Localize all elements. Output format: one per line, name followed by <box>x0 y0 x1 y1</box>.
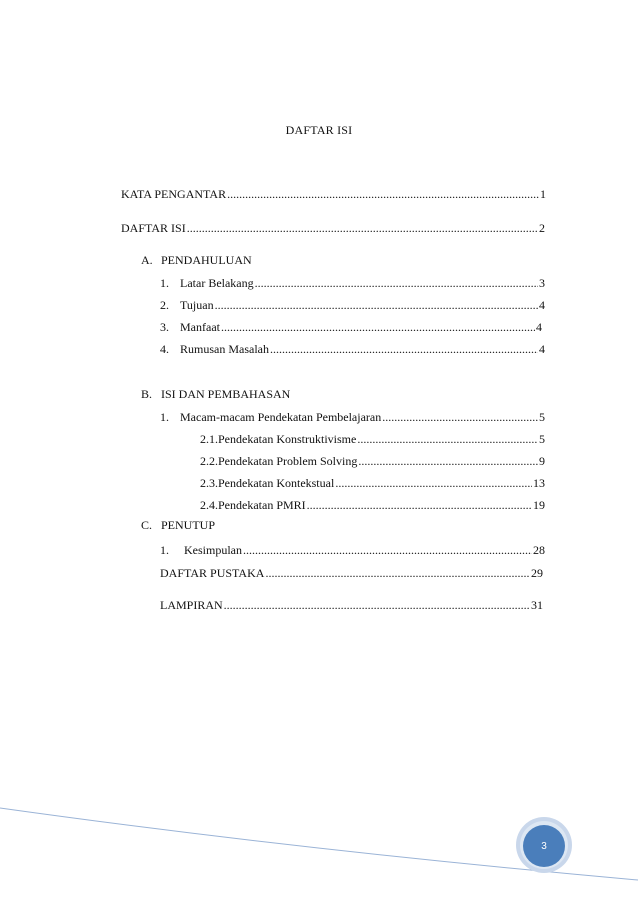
toc-leader <box>335 476 532 490</box>
page-title: DAFTAR ISI <box>285 123 353 137</box>
toc-page-number: 4 <box>536 320 542 334</box>
toc-leader <box>215 298 538 312</box>
toc-page-number: 31 <box>531 598 543 612</box>
section-heading-label: PENUTUP <box>161 518 216 532</box>
toc-leader <box>265 566 530 580</box>
toc-page-number: 3 <box>539 276 545 290</box>
toc-entry-kata-pengantar[interactable] <box>121 187 546 201</box>
toc-leader <box>270 342 538 356</box>
toc-entry-kesimpulan[interactable] <box>160 543 545 557</box>
toc-entry-daftar-isi[interactable] <box>121 221 545 235</box>
toc-label: Macam-macam Pendekatan Pembelajaran <box>180 410 382 424</box>
toc-leader <box>187 221 538 235</box>
toc-leader <box>357 432 538 446</box>
toc-entry-manfaat[interactable] <box>160 320 542 334</box>
toc-leader <box>221 320 535 334</box>
toc-item-number: 2. <box>160 298 169 312</box>
toc-item-number: 1. <box>160 543 169 557</box>
section-letter: A. <box>141 253 153 267</box>
toc-label: Kesimpulan <box>184 543 242 557</box>
toc-label: Manfaat <box>180 320 220 334</box>
toc-entry-rumusan-masalah[interactable] <box>160 342 545 356</box>
toc-item-number: 1. <box>160 276 169 290</box>
toc-page-number: 2 <box>539 221 545 235</box>
toc-leader <box>382 410 538 424</box>
toc-page-number: 9 <box>539 454 545 468</box>
toc-page-number: 4 <box>539 298 545 312</box>
section-letter: C. <box>141 518 153 532</box>
page-number-badge: 3 <box>523 825 565 867</box>
toc-label: 2.2.Pendekatan Problem Solving <box>200 454 358 468</box>
toc-entry-kontekstual[interactable] <box>200 476 545 490</box>
toc-leader <box>358 454 538 468</box>
toc-page-number: 29 <box>531 566 543 580</box>
toc-entry-daftar-pustaka[interactable] <box>160 566 543 580</box>
toc-item-number: 1. <box>160 410 169 424</box>
section-letter: B. <box>141 387 153 401</box>
toc-page-number: 19 <box>533 498 545 512</box>
toc-page-number: 4 <box>539 342 545 356</box>
toc-entry-problem-solving[interactable] <box>200 454 545 468</box>
section-heading-pendahuluan <box>141 253 252 267</box>
toc-label: DAFTAR PUSTAKA <box>160 566 265 580</box>
toc-page-number: 1 <box>540 187 546 201</box>
toc-label: 2.3.Pendekatan Kontekstual <box>200 476 335 490</box>
toc-label: 2.4.Pendekatan PMRI <box>200 498 306 512</box>
toc-label: LAMPIRAN <box>160 598 223 612</box>
toc-label: 2.1.Pendekatan Konstruktivisme <box>200 432 357 446</box>
toc-page-number: 13 <box>533 476 545 490</box>
toc-label: DAFTAR ISI <box>121 221 186 235</box>
section-heading-label: PENDAHULUAN <box>161 253 252 267</box>
toc-entry-latar-belakang[interactable] <box>160 276 545 290</box>
toc-page-number: 5 <box>539 410 545 424</box>
toc-label: Rumusan Masalah <box>180 342 269 356</box>
toc-page-number: 28 <box>533 543 545 557</box>
toc-leader <box>307 498 532 512</box>
toc-label: KATA PENGANTAR <box>121 187 227 201</box>
toc-label: Latar Belakang <box>180 276 254 290</box>
toc-entry-konstruktivisme[interactable] <box>200 432 545 446</box>
toc-leader <box>227 187 539 201</box>
toc-entry-macam-pendekatan[interactable] <box>160 410 545 424</box>
section-heading-penutup <box>141 518 215 532</box>
toc-leader <box>255 276 538 290</box>
toc-entry-lampiran[interactable] <box>160 598 543 612</box>
toc-item-number: 4. <box>160 342 169 356</box>
toc-leader <box>224 598 530 612</box>
section-heading-label: ISI DAN PEMBAHASAN <box>161 387 291 401</box>
toc-page-number: 5 <box>539 432 545 446</box>
toc-item-number: 3. <box>160 320 169 334</box>
toc-leader <box>243 543 532 557</box>
toc-entry-tujuan[interactable] <box>160 298 545 312</box>
toc-entry-pmri[interactable] <box>200 498 545 512</box>
section-heading-isi-dan-pembahasan <box>141 387 290 401</box>
toc-label: Tujuan <box>180 298 214 312</box>
